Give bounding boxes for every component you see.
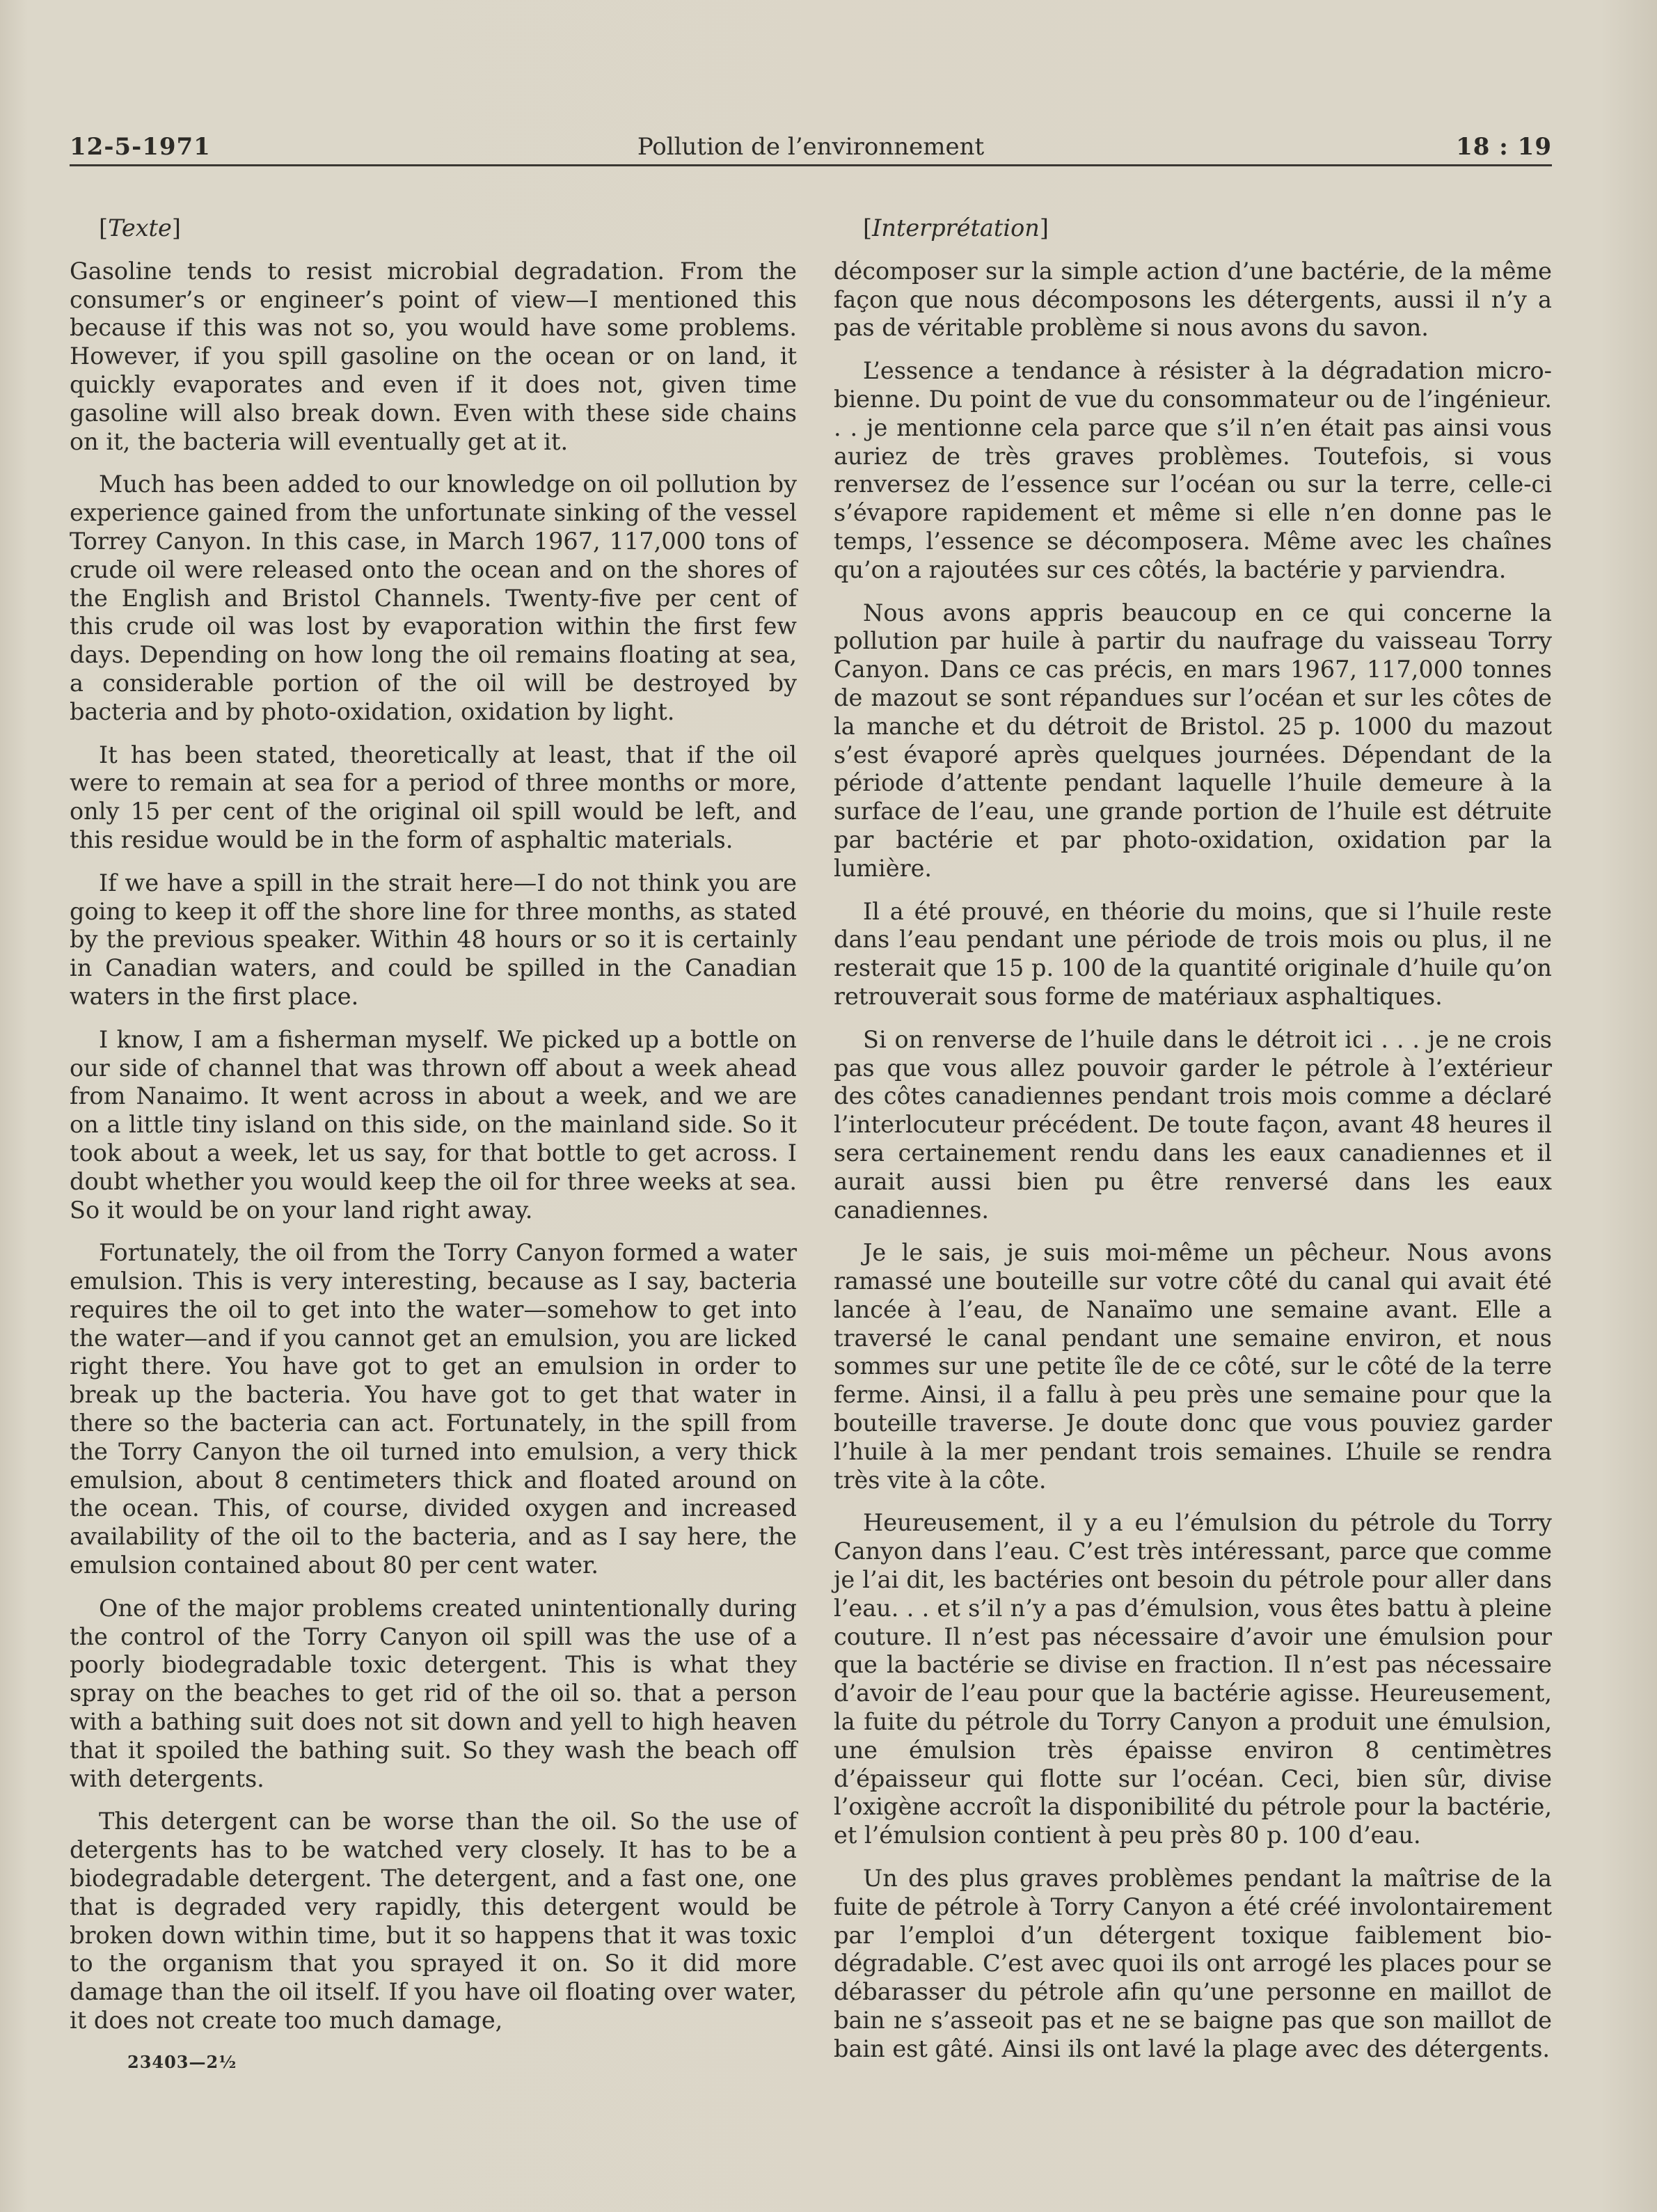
column-label-texte: [Texte] xyxy=(99,214,181,242)
header-date: 12-5-1971 xyxy=(70,133,211,161)
french-column xyxy=(834,214,1552,2078)
paragraph: Un des plus graves problèmes pendant la maîtrise de la fuite de pétrole à Torry Canyon a été créé involontairement par l’emploi d’un détergent toxique faiblement biodégradable. C’est avec quoi ils ont arrogé les places pour se débarasser du pétrole afin qu’une personne en maillot de bain ne s’asseoit pas et ne se baigne pas que son maillot de bain est gâté. Ainsi ils ont lavé la plage avec des détergents. xyxy=(834,1865,1552,2062)
paragraph: décomposer sur la simple action d’une bactérie, de la même façon que nous décomposons les détergents, aussi il n’y a pas de véritable problème si nous avons du savon. xyxy=(834,257,1552,342)
header-title: Pollution de l’environnement xyxy=(637,133,985,161)
paragraph: Much has been added to our knowledge on oil pollution by experience gained from the unfortunate sinking of the vessel Torrey Canyon. In this case, in March 1967, 117,000 tons of crude oil were released onto the ocean and on the shores of the English and Bristol Channels. Twenty-five per cent of this crude oil was lost by evaporation within the first few days. Depending on how long the oil remains floating at sea, a considerable portion of the oil will be destroyed by bacteria and by photo-oxidation, oxidation by light. xyxy=(70,471,797,725)
paragraph: Gasoline tends to resist microbial degradation. From the consumer’s or engineer’s point of view—I mentioned this because if this was not so, you would have some problems. However, if you spill gasoline on the ocean or on land, it quickly evaporates and even if it does not, given time gasoline will also break down. Even with these side chains on it, the bacteria will eventually get at it. xyxy=(70,257,797,455)
paragraph: This detergent can be worse than the oil. So the use of detergents has to be watched very closely. It has to be a biodegradable detergent. The detergent, and a fast one, one that is degraded very rapidly, this detergent would be broken down within time, but it so happens that it was toxic to the organism that you sprayed it on. So it did more damage than the oil itself. If you have oil floating over water, it does not create too much damage, xyxy=(70,1808,797,2035)
header-page-number: 18 : 19 xyxy=(1456,133,1552,161)
running-header xyxy=(70,129,1552,166)
paragraph: L’essence a tendance à résister à la dégradation microbienne. Du point de vue du consommateur ou de l’ingénieur. . . je mentionne cela parce que s’il n’en était pas ainsi vous auriez de très graves problèmes. Toutefois, si vous renversez de l’essence sur l’océan ou sur la terre, celle-ci s’évapore rapidement et même si elle n’en donne pas le temps, l’essence se décomposera. Même avec les chaînes qu’on a rajoutées sur ces côtés, la bactérie y parviendra. xyxy=(834,357,1552,583)
column-label-interpretation: [Interprétation] xyxy=(863,214,1049,242)
paragraph: Nous avons appris beaucoup en ce qui concerne la pollution par huile à partir du naufrage du vaisseau Torry Canyon. Dans ce cas précis, en mars 1967, 117,000 tonnes de mazout se sont répandues sur l’océan et sur les côtes de la manche et du détroit de Bristol. 25 p. 1000 du mazout s’est évaporé après quelques journées. Dépendant de la période d’attente pendant laquelle l’huile demeure à la surface de l’eau, une grande portion de l’huile est détruite par bactérie et par photo-oxidation, oxidation par la lumière. xyxy=(834,599,1552,882)
paragraph: Si on renverse de l’huile dans le détroit ici . . . je ne crois pas que vous allez pouvoir garder le pétrole à l’extérieur des côtes canadiennes pendant trois mois comme a déclaré l’interlocuteur précédent. De toute façon, avant 48 heures il sera certainement rendu dans les eaux canadiennes et il aurait aussi bien pu être renversé dans les eaux canadiennes. xyxy=(834,1025,1552,1224)
paragraph: Fortunately, the oil from the Torry Canyon formed a water emulsion. This is very interesting, because as I say, bacteria requires the oil to get into the water—somehow to get into the water—and if you cannot get an emulsion, you are licked right there. You have got to get an emulsion in order to break up the bacteria. You have got to get that water in there so the bacteria can act. Fortunately, in the spill from the Torry Canyon the oil turned into emulsion, a very thick emulsion, about 8 centimeters thick and floated around on the ocean. This, of course, divided oxygen and increased availability of the oil to the bacteria, and as I say here, the emulsion contained about 80 per cent water. xyxy=(70,1239,797,1579)
paragraph: If we have a spill in the strait here—I do not think you are going to keep it off the shore line for three months, as stated by the previous speaker. Within 48 hours or so it is certainly in Canadian waters, and could be spilled in the Canadian waters in the first place. xyxy=(70,869,797,1010)
paragraph: Il a été prouvé, en théorie du moins, que si l’huile reste dans l’eau pendant une période de trois mois ou plus, il ne resterait que 15 p. 100 de la quantité originale d’huile qu’on retrouverait sous forme de matériaux asphaltiques. xyxy=(834,897,1552,1010)
printer-code: 23403—2½ xyxy=(127,2052,237,2072)
paragraph: Heureusement, il y a eu l’émulsion du pétrole du Torry Canyon dans l’eau. C’est très intéressant, parce que comme je l’ai dit, les bactéries ont besoin du pétrole pour aller dans l’eau. . . et s’il n’y a pas d’émulsion, vous êtes battu à pleine couture. Il n’est pas nécessaire d’avoir une émulsion pour que la bactérie se divise en fraction. Il n’est pas nécessaire d’avoir de l’eau pour que la bactérie agisse. Heureusement, la fuite du pétrole du Torry Canyon a produit une émulsion, une émulsion très épaisse environ 8 centimètres d’épaisseur qui flotte sur l’océan. Ceci, bien sûr, divise l’oxigène accroît la disponibilité du pétrole pour la bactérie, et l’émulsion contient à peu près 80 p. 100 d’eau. xyxy=(834,1509,1552,1849)
english-column xyxy=(70,214,797,2050)
paragraph: One of the major problems created unintentionally during the control of the Torry Canyon oil spill was the use of a poorly biodegradable toxic detergent. This is what they spray on the beaches to get rid of the oil so. that a person with a bathing suit does not sit down and yell to high heaven that it spoiled the bathing suit. So they wash the beach off with detergents. xyxy=(70,1594,797,1792)
paragraph: It has been stated, theoretically at least, that if the oil were to remain at sea for a period of three months or more, only 15 per cent of the original oil spill would be left, and this residue would be in the form of asphaltic materials. xyxy=(70,741,797,853)
paragraph: Je le sais, je suis moi-même un pêcheur. Nous avons ramassé une bouteille sur votre côté du canal qui avait été lancée à l’eau, de Nanaïmo une semaine avant. Elle a traversé le canal pendant une semaine environ, et nous sommes sur une petite île de ce côté, sur le côté de la terre ferme. Ainsi, il a fallu à peu près une semaine pour que la bouteille traverse. Je doute donc que vous pouviez garder l’huile à la mer pendant trois semaines. L’huile se rendra très vite à la côte. xyxy=(834,1239,1552,1494)
paragraph: I know, I am a fisherman myself. We picked up a bottle on our side of channel that was thrown off about a week ahead from Nanaimo. It went across in about a week, and we are on a little tiny island on this side, on the mainland side. So it took about a week, let us say, for that bottle to get across. I doubt whether you would keep the oil for three weeks at sea. So it would be on your land right away. xyxy=(70,1025,797,1224)
